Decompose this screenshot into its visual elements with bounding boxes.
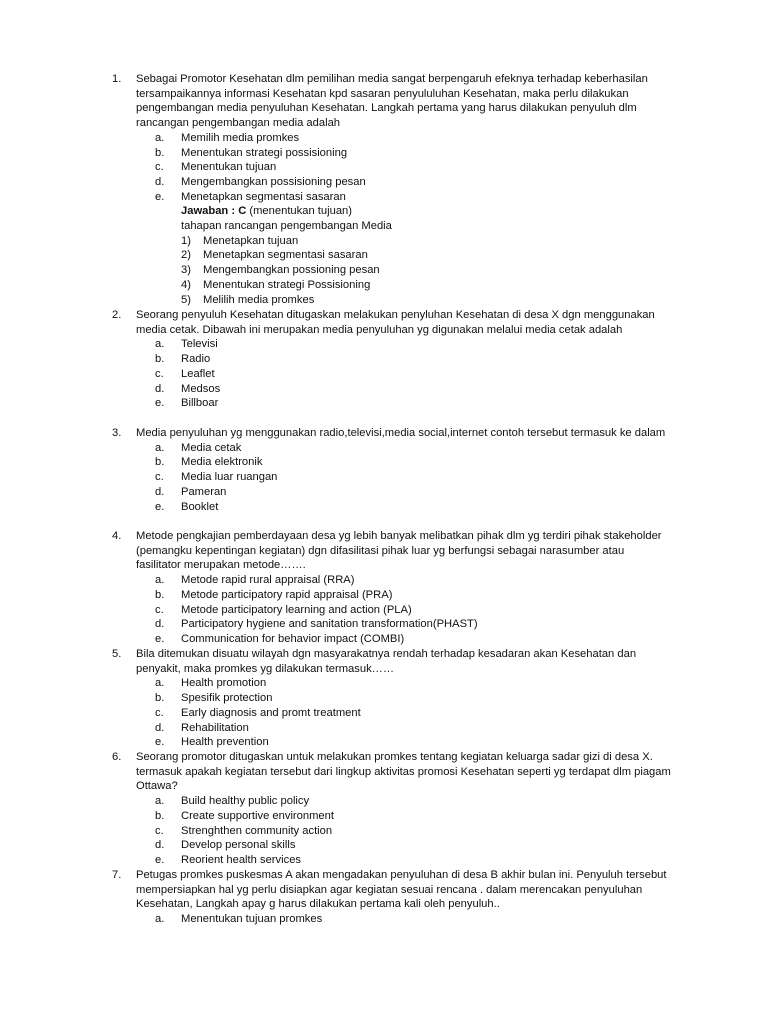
option-letter: a.	[155, 913, 165, 926]
step-item	[181, 278, 672, 293]
option-text: Televisi	[181, 338, 218, 351]
question-number: 3.	[112, 427, 122, 439]
steps-title: tahapan rancangan pengembangan Media	[181, 220, 392, 233]
option-text: Communication for behavior impact (COMBI)	[181, 632, 405, 645]
option-text: Early diagnosis and promt treatment	[181, 706, 361, 719]
option-letter: d.	[155, 485, 165, 498]
option	[155, 485, 672, 500]
option	[155, 691, 672, 706]
option	[155, 573, 672, 588]
question-number: 7.	[112, 869, 122, 881]
option-letter: e.	[155, 736, 165, 749]
option-text: Mengembangkan possisioning pesan	[181, 175, 366, 188]
question-text: Sebagai Promotor Kesehatan dlm pemilihan media sangat berpengaruh efeknya terhadap keberhasilan tersampaikannya informasi Kesehatan kpd sasaran penyululuhan Kesehatan, maka perlu dilakukan pengembangan media penyuluhan Kesehatan. Langkah pertama yang harus dilakukan penyuluh dlm rancangan pengembangan media adalah	[136, 73, 648, 130]
option-letter: c.	[155, 706, 164, 719]
step-item	[181, 248, 672, 263]
question-4	[112, 529, 672, 647]
option-letter: a.	[155, 574, 165, 587]
option-letter: c.	[155, 824, 164, 837]
option-text: Reorient health services	[181, 853, 302, 866]
option	[155, 603, 672, 618]
option	[155, 382, 672, 397]
option-text: Rehabilitation	[181, 721, 249, 734]
question-number: 4.	[112, 530, 122, 542]
option-text: Memilih media promkes	[181, 131, 300, 144]
option-text: Strenghthen community action	[181, 824, 333, 837]
option-letter: b.	[155, 146, 165, 159]
options-list	[112, 794, 672, 868]
question-1	[112, 72, 672, 307]
option-letter: b.	[155, 456, 165, 469]
option-text: Medsos	[181, 382, 221, 395]
option-letter: e.	[155, 500, 165, 513]
option	[155, 721, 672, 736]
question-7	[112, 868, 672, 927]
option	[155, 131, 672, 146]
option-letter: b.	[155, 353, 165, 366]
option-letter: b.	[155, 588, 165, 601]
step-text: Menentukan strategi Possisioning	[203, 278, 371, 291]
option-text: Menentukan tujuan	[181, 161, 277, 174]
option-text: Metode participatory rapid appraisal (PRA)	[181, 588, 393, 601]
question-text: Bila ditemukan disuatu wilayah dgn masyarakatnya rendah terhadap kesadaran akan Kesehatan dan penyakit, maka promkes yg dilakukan termasuk……	[136, 648, 637, 675]
question-text: Seorang promotor ditugaskan untuk melakukan promkes tentang kegiatan keluarga sadar gizi di desa X. termasuk apakah kegiatan tersebut dari lingkup aktivitas promosi Kesehatan seperti yg terdapat dlm piagam Ottawa?	[136, 751, 671, 793]
option-letter: a.	[155, 677, 165, 690]
option	[155, 735, 672, 750]
option-text: Menentukan tujuan promkes	[181, 913, 323, 926]
option-letter: a.	[155, 338, 165, 351]
question-2	[112, 308, 672, 411]
step-number: 1)	[181, 234, 191, 247]
option-letter: a.	[155, 795, 165, 808]
question-number: 6.	[112, 751, 122, 763]
option	[155, 146, 672, 161]
option-letter: c.	[155, 161, 164, 174]
options-list	[112, 337, 672, 411]
option-letter: c.	[155, 603, 164, 616]
question-text: Media penyuluhan yg menggunakan radio,televisi,media social,internet contoh tersebut termasuk ke dalam	[136, 427, 666, 439]
option-letter: c.	[155, 471, 164, 484]
question-6	[112, 750, 672, 868]
option-text: Metode rapid rural appraisal (RRA)	[181, 574, 355, 587]
option-letter: d.	[155, 382, 165, 395]
option-letter: a.	[155, 131, 165, 144]
option-letter: b.	[155, 809, 165, 822]
option-text: Develop personal skills	[181, 839, 296, 852]
option	[155, 838, 672, 853]
option-letter: c.	[155, 367, 164, 380]
option	[155, 853, 672, 868]
option-letter: d.	[155, 175, 165, 188]
step-text: Melilih media promkes	[203, 293, 315, 306]
option-text: Radio	[181, 353, 211, 366]
step-number: 4)	[181, 278, 191, 291]
option	[155, 794, 672, 809]
option-letter: d.	[155, 618, 165, 631]
option-text: Leaflet	[181, 367, 215, 380]
option-text: Booklet	[181, 500, 219, 513]
step-text: Menetapkan tujuan	[203, 234, 299, 247]
option	[155, 588, 672, 603]
option	[155, 175, 672, 190]
options-list	[112, 441, 672, 515]
option-text: Spesifik protection	[181, 692, 273, 705]
option-text: Media elektronik	[181, 456, 263, 469]
step-text: Menetapkan segmentasi sasaran	[203, 249, 368, 262]
option	[155, 617, 672, 632]
option-text: Build healthy public policy	[181, 795, 310, 808]
answer-line	[181, 204, 672, 219]
options-list	[112, 131, 672, 205]
option	[155, 706, 672, 721]
options-list	[112, 912, 672, 927]
option-text: Pameran	[181, 485, 227, 498]
options-list	[112, 676, 672, 750]
option-text: Health promotion	[181, 677, 267, 690]
option	[155, 396, 672, 411]
step-item	[181, 234, 672, 249]
step-number: 3)	[181, 264, 191, 277]
option	[155, 455, 672, 470]
option-letter: b.	[155, 692, 165, 705]
option-letter: d.	[155, 839, 165, 852]
option	[155, 337, 672, 352]
option	[155, 676, 672, 691]
option-text: Health prevention	[181, 736, 269, 749]
option-text: Menetapkan segmentasi sasaran	[181, 190, 346, 203]
option-text: Billboar	[181, 397, 219, 410]
option	[155, 160, 672, 175]
option-letter: e.	[155, 190, 165, 203]
option	[155, 809, 672, 824]
option	[155, 470, 672, 485]
answer-text: (menentukan tujuan)	[246, 205, 353, 218]
option	[155, 912, 672, 927]
option-text: Create supportive environment	[181, 809, 334, 822]
steps-list	[181, 234, 672, 308]
option-letter: e.	[155, 397, 165, 410]
option-letter: a.	[155, 441, 165, 454]
option	[155, 190, 672, 205]
option	[155, 441, 672, 456]
question-number: 2.	[112, 309, 122, 321]
option-text: Participatory hygiene and sanitation transformation(PHAST)	[181, 618, 478, 631]
question-text: Seorang penyuluh Kesehatan ditugaskan melakukan penyluhan Kesehatan di desa X dgn menggunakan media cetak. Dibawah ini merupakan media penyuluhan yg digunakan melalui media cetak adalah	[136, 309, 655, 336]
question-text: Metode pengkajian pemberdayaan desa yg lebih banyak melibatkan pihak dlm yg terdiri pihak stakeholder (pemangku kepentingan kegiatan) dgn difasilitasi pihak luar yg berfungsi sebagai narasumber atau fasilitator merupakan metode…….	[136, 530, 662, 572]
step-text: Mengembangkan possioning pesan	[203, 264, 380, 277]
option-letter: e.	[155, 853, 165, 866]
question-number: 1.	[112, 73, 122, 85]
options-list	[112, 573, 672, 647]
option-text: Metode participatory learning and action (PLA)	[181, 603, 412, 616]
option-text: Media cetak	[181, 441, 242, 454]
answer-label: Jawaban : C	[181, 205, 247, 218]
question-3	[112, 426, 672, 514]
step-number: 5)	[181, 293, 191, 306]
step-number: 2)	[181, 249, 191, 262]
option-letter: e.	[155, 632, 165, 645]
step-item	[181, 263, 672, 278]
option	[155, 367, 672, 382]
question-number: 5.	[112, 648, 122, 660]
option-letter: d.	[155, 721, 165, 734]
option	[155, 500, 672, 515]
option	[155, 632, 672, 647]
option	[155, 824, 672, 839]
question-5	[112, 647, 672, 750]
question-text: Petugas promkes puskesmas A akan mengadakan penyuluhan di desa B akhir bulan ini. Penyuluh tersebut mempersiapkan hal yg perlu disiapkan agar kegiatan sesuai rencana . dalam merencakan penyuluhan Kesehatan, Langkah apay g harus dilakukan pertama kali oleh penyuluh..	[136, 869, 667, 911]
option-text: Media luar ruangan	[181, 471, 278, 484]
option-text: Menentukan strategi possisioning	[181, 146, 348, 159]
step-item	[181, 293, 672, 308]
option	[155, 352, 672, 367]
